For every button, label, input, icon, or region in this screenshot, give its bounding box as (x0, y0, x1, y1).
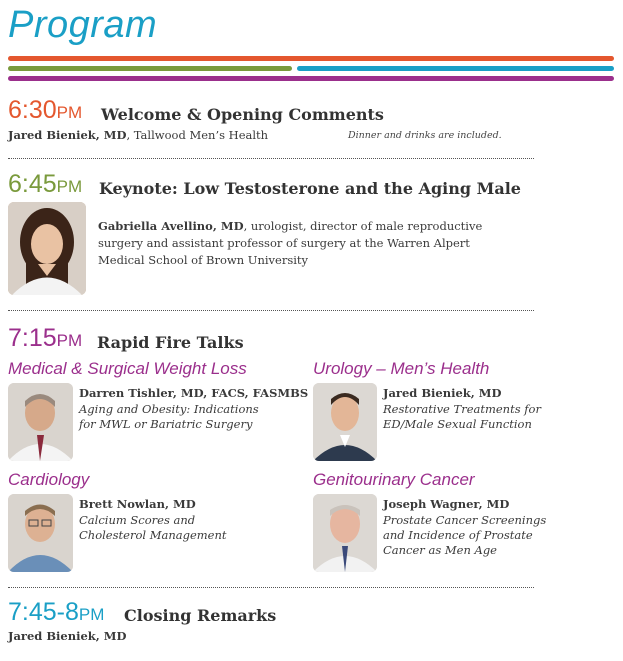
session-time: 7:15PM (8, 324, 83, 352)
talk-speaker: Brett Nowlan, MD (79, 497, 196, 511)
talk-category: Medical & Surgical Weight Loss (8, 359, 247, 378)
session-speaker: Jared Bieniek, MD (8, 629, 127, 643)
speaker-photo-man (8, 494, 73, 572)
stripe-blue (297, 66, 614, 71)
session-speaker: Jared Bieniek, MD, Tallwood Men’s Health (8, 128, 269, 142)
talk-speaker: Darren Tishler, MD, FACS, FASMBS (79, 386, 309, 400)
divider (8, 158, 534, 159)
session-time: 7:45-8PM (8, 598, 105, 626)
divider (8, 310, 534, 311)
page-title: Program (8, 4, 158, 46)
talk-category: Genitourinary Cancer (313, 470, 475, 489)
session-heading: Closing Remarks (124, 606, 277, 625)
talk-speaker: Jared Bieniek, MD (383, 386, 502, 400)
speaker-photo-man (8, 383, 73, 461)
divider (8, 587, 534, 588)
talk-category: Urology – Men’s Health (313, 359, 490, 378)
keynote-speaker-bio: Gabriella Avellino, MD, urologist, director of male reproductive surgery and assistant professor of surgery at the Warren Alpert Medical School of Brown University (98, 219, 483, 267)
talk-topic: Calcium Scores and Cholesterol Management (79, 513, 227, 542)
stripe-green (8, 66, 292, 71)
stripe-purple (8, 76, 614, 81)
dinner-note: Dinner and drinks are included. (348, 130, 502, 141)
talk-topic: Prostate Cancer Screenings and Incidence of Prostate Cancer as Men Age (383, 513, 547, 557)
session-heading: Rapid Fire Talks (97, 333, 244, 352)
session-heading: Welcome & Opening Comments (101, 105, 384, 124)
speaker-photo-man (313, 494, 377, 572)
session-heading: Keynote: Low Testosterone and the Aging Male (99, 179, 521, 198)
speaker-photo-woman (8, 202, 86, 295)
talk-topic: Aging and Obesity: Indications for MWL or Bariatric Surgery (79, 402, 259, 431)
stripe-orange (8, 56, 614, 61)
session-time: 6:45PM (8, 170, 83, 198)
session-time: 6:30PM (8, 96, 83, 124)
talk-speaker: Joseph Wagner, MD (383, 497, 510, 511)
talk-topic: Restorative Treatments for ED/Male Sexual Function (383, 402, 541, 431)
speaker-photo-man (313, 383, 377, 461)
talk-category: Cardiology (8, 470, 90, 489)
